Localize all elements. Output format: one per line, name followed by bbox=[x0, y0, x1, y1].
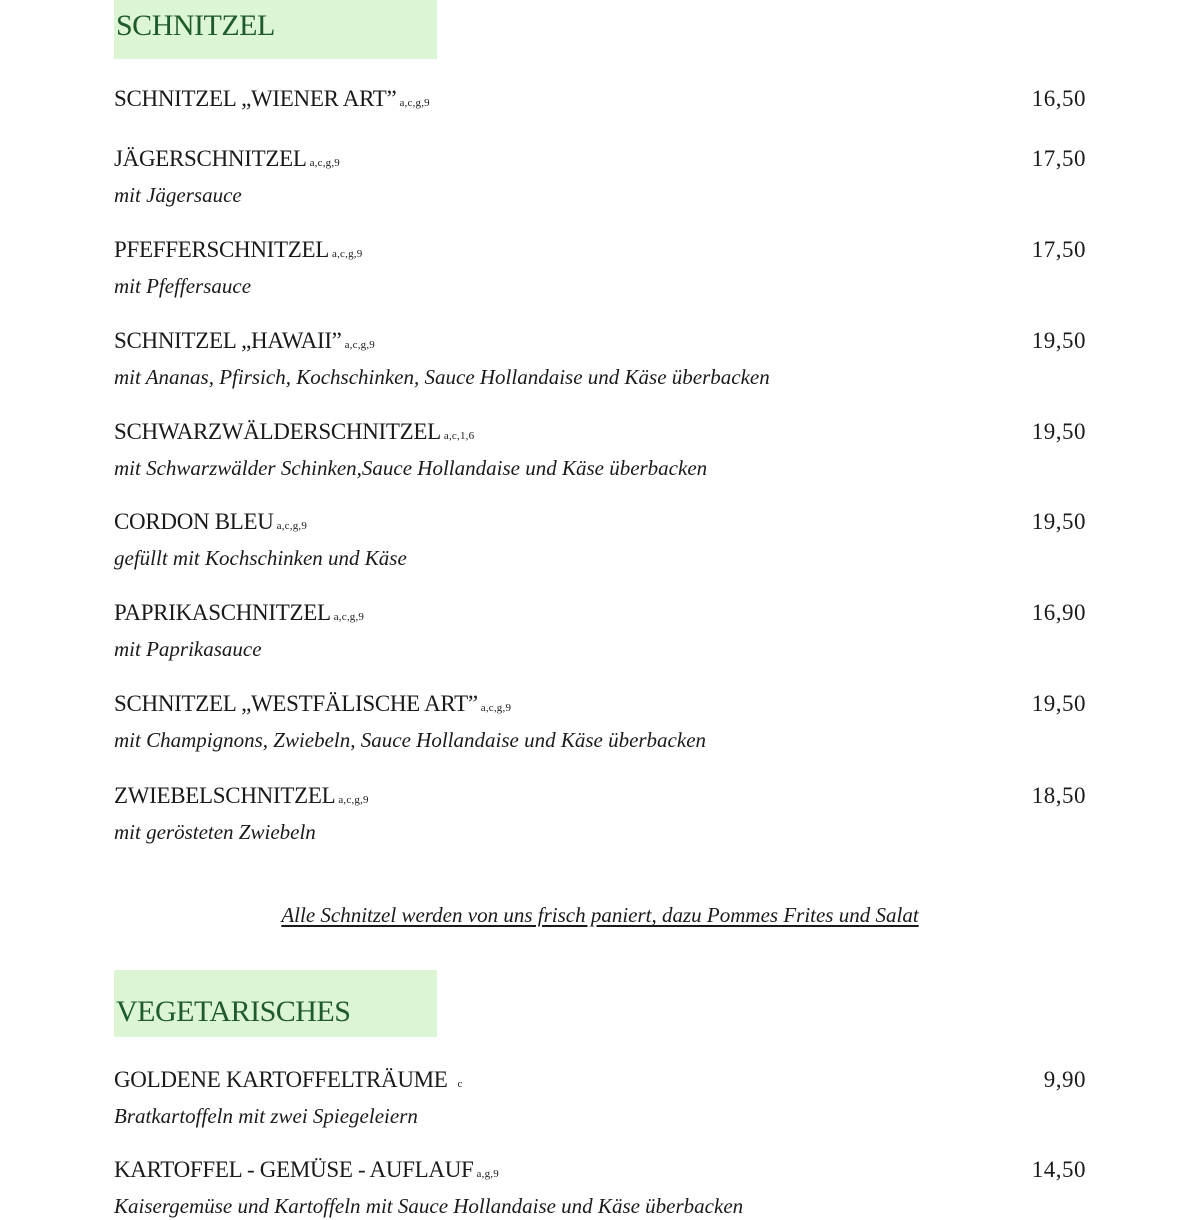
item-allergens: a,c,g,9 bbox=[276, 520, 308, 532]
item-price: 17,50 bbox=[1031, 146, 1086, 171]
menu-item-pfefferschnitzel bbox=[114, 236, 1086, 300]
item-title: PFEFFERSCHNITZEL bbox=[114, 237, 330, 262]
item-name bbox=[114, 782, 1086, 814]
item-allergens: a,c,g,9 bbox=[338, 794, 369, 806]
menu-item-kartoffeltraeume bbox=[114, 1066, 1086, 1130]
item-price: 19,50 bbox=[1031, 509, 1086, 534]
item-name bbox=[114, 85, 1086, 117]
item-price: 19,50 bbox=[1031, 328, 1086, 353]
item-price: 16,50 bbox=[1031, 86, 1086, 111]
item-title: SCHNITZEL „WESTFÄLISCHE ART” bbox=[114, 691, 478, 716]
item-title: PAPRIKASCHNITZEL bbox=[114, 600, 331, 625]
item-description: mit Schwarzwälder Schinken,Sauce Hollandaise und Käse überbacken bbox=[114, 456, 708, 480]
menu-item-westfaelische-art bbox=[114, 690, 1086, 754]
menu-item-wiener-art bbox=[114, 85, 1086, 117]
menu-item-kartoffel-gemuese-auflauf bbox=[114, 1156, 1086, 1220]
item-title: SCHNITZEL „WIENER ART” bbox=[114, 86, 397, 111]
item-description: mit Jägersauce bbox=[114, 183, 242, 207]
item-name bbox=[114, 418, 1086, 450]
item-title: KARTOFFEL - GEMÜSE - AUFLAUF bbox=[114, 1157, 474, 1182]
item-price: 16,90 bbox=[1031, 600, 1086, 625]
item-name bbox=[114, 1156, 1086, 1188]
item-name bbox=[114, 508, 1086, 540]
item-title: GOLDENE KARTOFFELTRÄUME bbox=[114, 1067, 448, 1092]
menu-item-zwiebelschnitzel bbox=[114, 782, 1086, 846]
item-allergens: c bbox=[457, 1078, 463, 1090]
item-description: mit Pfeffersauce bbox=[114, 274, 252, 298]
item-price: 19,50 bbox=[1031, 419, 1086, 444]
item-price: 14,50 bbox=[1031, 1157, 1086, 1182]
menu-item-hawaii bbox=[114, 327, 1086, 391]
schnitzel-footnote: Alle Schnitzel werden von uns frisch paniert, dazu Pommes Frites und Salat bbox=[281, 903, 919, 927]
item-title: SCHWARZWÄLDERSCHNITZEL bbox=[114, 419, 441, 444]
menu-item-paprikaschnitzel bbox=[114, 599, 1086, 663]
item-allergens: a,c,g,9 bbox=[480, 702, 512, 714]
item-description: mit gerösteten Zwiebeln bbox=[114, 820, 316, 844]
item-allergens: a,c,g,9 bbox=[399, 97, 430, 109]
item-price: 19,50 bbox=[1031, 691, 1086, 716]
item-description: Bratkartoffeln mit zwei Spiegeleiern bbox=[114, 1104, 418, 1128]
item-name bbox=[114, 599, 1086, 631]
section-title-schnitzel: SCHNITZEL bbox=[114, 0, 437, 59]
item-allergens: a,c,g,9 bbox=[309, 157, 340, 169]
item-name bbox=[114, 236, 1086, 268]
item-allergens: a,g,9 bbox=[476, 1168, 499, 1180]
menu-item-schwarzwaelder bbox=[114, 418, 1086, 482]
item-title: ZWIEBELSCHNITZEL bbox=[114, 783, 336, 808]
item-name bbox=[114, 1066, 1086, 1098]
item-allergens: a,c,g,9 bbox=[332, 248, 363, 260]
item-name bbox=[114, 690, 1086, 722]
menu-item-jaegerschnitzel bbox=[114, 145, 1086, 209]
item-title: CORDON BLEU bbox=[114, 509, 274, 534]
item-description: mit Paprikasauce bbox=[114, 637, 262, 661]
menu-item-cordon-bleu bbox=[114, 508, 1086, 572]
item-allergens: a,c,g,9 bbox=[344, 339, 376, 351]
item-description: Kaisergemüse und Kartoffeln mit Sauce Hollandaise und Käse überbacken bbox=[114, 1194, 744, 1218]
item-allergens: a,c,g,9 bbox=[333, 611, 365, 623]
item-name bbox=[114, 327, 1086, 359]
item-price: 17,50 bbox=[1031, 237, 1086, 262]
section-title-vegetarisches: VEGETARISCHES bbox=[114, 970, 437, 1037]
item-description: gefüllt mit Kochschinken und Käse bbox=[114, 546, 407, 570]
item-title: JÄGERSCHNITZEL bbox=[114, 146, 307, 171]
item-price: 9,90 bbox=[1043, 1067, 1086, 1092]
item-allergens: a,c,1,6 bbox=[443, 430, 475, 442]
item-title: SCHNITZEL „HAWAII” bbox=[114, 328, 342, 353]
item-description: mit Champignons, Zwiebeln, Sauce Hollandaise und Käse überbacken bbox=[114, 728, 707, 752]
item-name bbox=[114, 145, 1086, 177]
item-price: 18,50 bbox=[1031, 783, 1086, 808]
item-description: mit Ananas, Pfirsich, Kochschinken, Sauce Hollandaise und Käse überbacken bbox=[114, 365, 770, 389]
